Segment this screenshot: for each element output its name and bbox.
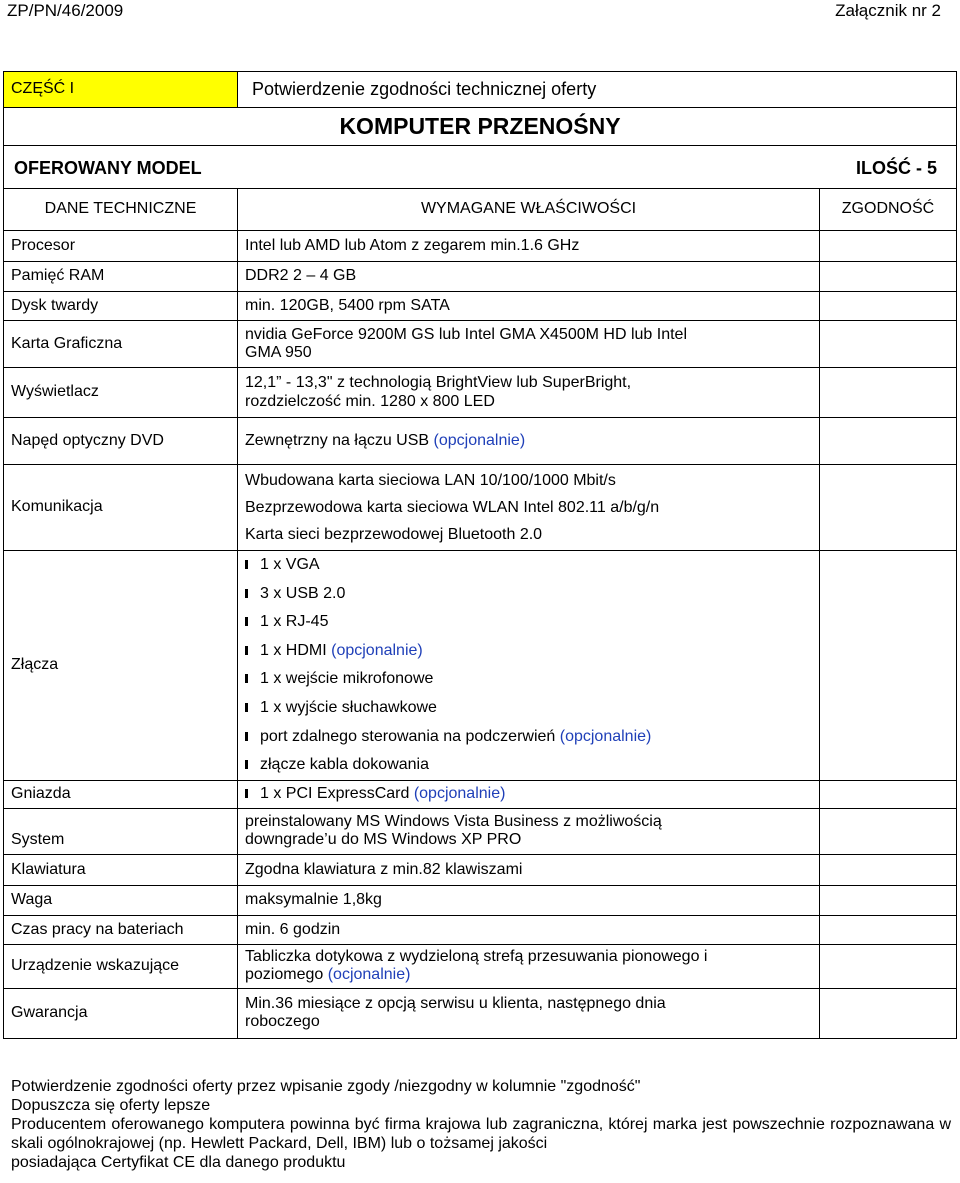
value-komunikacja-line3: Karta sieci bezprzewodowej Bluetooth 2.0 <box>245 526 543 543</box>
label-naped: Napęd optyczny DVD <box>4 418 238 465</box>
bullet-icon <box>245 703 248 712</box>
row-klawiatura <box>4 854 957 885</box>
row-procesor <box>4 231 957 262</box>
row-wyswietlacz <box>4 368 957 418</box>
compliance-komunikacja[interactable] <box>820 465 957 551</box>
value-naped <box>238 418 820 465</box>
offered-model-label: OFEROWANY MODEL <box>14 158 202 178</box>
value-dysk: min. 120GB, 5400 rpm SATA <box>238 292 820 321</box>
row-komunikacja <box>4 465 957 551</box>
value-gniazda: 1 x PCI ExpressCard (opcjonalnie) <box>238 780 820 808</box>
value-system-line1: preinstalowany MS Windows Vista Business z możliwością <box>245 812 662 830</box>
column-header-row <box>4 189 957 231</box>
value-gwarancja-line1: Min.36 miesiące z opcją serwisu u klienta, następnego dnia <box>245 994 666 1012</box>
optional-note: (opcjonalnie) <box>413 785 506 803</box>
label-zlacza: Złącza <box>4 551 238 781</box>
compliance-gwarancja[interactable] <box>820 988 957 1038</box>
row-bateria <box>4 915 957 944</box>
value-system <box>238 808 820 854</box>
connector-item: 1 x wejście mikrofonowe <box>245 665 819 694</box>
part-label-cell <box>4 72 238 108</box>
label-procesor: Procesor <box>4 231 238 262</box>
value-gwarancja <box>238 988 820 1038</box>
compliance-ram[interactable] <box>820 262 957 292</box>
connector-item: 1 x VGA <box>245 551 819 580</box>
col-header-compliance: ZGODNOŚĆ <box>820 189 957 231</box>
value-ram: DDR2 2 – 4 GB <box>238 262 820 292</box>
connector-item: 1 x RJ-45 <box>245 608 819 637</box>
product-title: KOMPUTER PRZENOŚNY <box>4 108 957 146</box>
row-ram <box>4 262 957 292</box>
connector-item: 3 x USB 2.0 <box>245 580 819 609</box>
value-waga: maksymalnie 1,8kg <box>238 885 820 915</box>
value-klawiatura: Zgodna klawiatura z min.82 klawiszami <box>238 854 820 885</box>
value-naped-text: Zewnętrzny na łączu USB <box>245 431 434 449</box>
label-system: System <box>4 808 238 854</box>
value-karta <box>238 321 820 368</box>
compliance-naped[interactable] <box>820 418 957 465</box>
bullet-icon <box>245 617 248 626</box>
compliance-karta[interactable] <box>820 321 957 368</box>
row-karta <box>4 321 957 368</box>
value-gwarancja-line2: roboczego <box>245 1013 320 1031</box>
model-row <box>4 146 957 189</box>
label-karta: Karta Graficzna <box>4 321 238 368</box>
connector-item: 1 x HDMI (opcjonalnie) <box>245 637 819 666</box>
compliance-procesor[interactable] <box>820 231 957 262</box>
connector-item: złącze kabla dokowania <box>245 751 819 780</box>
value-zlacza <box>238 551 820 781</box>
attachment-number: Załącznik nr 2 <box>835 1 941 20</box>
footer-better-offers-note: Dopuszcza się oferty lepsze <box>11 1097 211 1114</box>
product-title-row <box>4 108 957 146</box>
row-zlacza <box>4 551 957 781</box>
value-karta-line1: nvidia GeForce 9200M GS lub Intel GMA X4500M HD lub Intel <box>245 325 687 343</box>
optional-note: (opcjonalnie) <box>433 431 526 449</box>
compliance-zlacza[interactable] <box>820 551 957 781</box>
optional-note: (opcjonalnie) <box>331 641 423 659</box>
model-cell <box>4 146 957 189</box>
footer-producer-paragraph: Producentem oferowanego komputera powinna być firma krajowa lub zagraniczna, której marka jest powszechnie rozpoznawana w skali ogólnokrajowej (np. Hewlett Packard, Dell, IBM) lub o tożsamej jakości <box>11 1116 951 1152</box>
bullet-icon <box>245 589 248 598</box>
compliance-klawiatura[interactable] <box>820 854 957 885</box>
label-ram: Pamięć RAM <box>4 262 238 292</box>
label-gniazda: Gniazda <box>4 780 238 808</box>
label-waga: Waga <box>4 885 238 915</box>
row-dysk <box>4 292 957 321</box>
label-klawiatura: Klawiatura <box>4 854 238 885</box>
bullet-icon <box>245 674 248 683</box>
compliance-bateria[interactable] <box>820 915 957 944</box>
label-wskazujace: Urządzenie wskazujące <box>4 944 238 988</box>
spec-table <box>3 71 957 1039</box>
compliance-system[interactable] <box>820 808 957 854</box>
compliance-waga[interactable] <box>820 885 957 915</box>
label-dysk: Dysk twardy <box>4 292 238 321</box>
compliance-dysk[interactable] <box>820 292 957 321</box>
label-komunikacja: Komunikacja <box>4 465 238 551</box>
value-wskazujace <box>238 944 820 988</box>
value-komunikacja <box>238 465 820 551</box>
value-karta-line2: GMA 950 <box>245 344 312 361</box>
quantity-label: ILOŚĆ - 5 <box>856 158 938 178</box>
row-gniazda <box>4 780 957 808</box>
bullet-icon <box>245 760 248 769</box>
label-gwarancja: Gwarancja <box>4 988 238 1038</box>
row-system <box>4 808 957 854</box>
row-gwarancja <box>4 988 957 1038</box>
col-header-req: WYMAGANE WŁAŚCIWOŚCI <box>238 189 820 231</box>
value-komunikacja-line2: Bezprzewodowa karta sieciowa WLAN Intel 802.11 a/b/g/n <box>245 499 660 516</box>
document-reference: ZP/PN/46/2009 <box>7 1 124 20</box>
label-wyswietlacz: Wyświetlacz <box>4 368 238 418</box>
optional-note: (ocjonalnie) <box>327 966 411 984</box>
footer-confirmation-note: Potwierdzenie zgodności oferty przez wpisanie zgody /niezgodny w kolumnie "zgodność" <box>11 1078 641 1095</box>
value-komunikacja-line1: Wbudowana karta sieciowa LAN 10/100/1000 Mbit/s <box>245 472 616 489</box>
part-title-cell <box>238 72 957 108</box>
value-wskazujace-line1: Tabliczka dotykowa z wydzieloną strefą przesuwania pionowego i <box>245 947 708 965</box>
label-bateria: Czas pracy na bateriach <box>4 915 238 944</box>
value-system-line2: downgrade’u do MS Windows XP PRO <box>245 831 522 849</box>
row-naped <box>4 418 957 465</box>
part-title: Potwierdzenie zgodności technicznej oferty <box>252 79 597 100</box>
optional-note: (opcjonalnie) <box>559 727 652 745</box>
value-procesor: Intel lub AMD lub Atom z zegarem min.1.6 GHz <box>238 231 820 262</box>
bullet-icon <box>245 732 248 741</box>
value-bateria: min. 6 godzin <box>238 915 820 944</box>
footer-certificate-note: posiadająca Certyfikat CE dla danego produktu <box>11 1154 346 1171</box>
compliance-gniazda[interactable] <box>820 780 957 808</box>
bullet-icon <box>245 560 248 569</box>
part-label: CZĘŚĆ I <box>11 80 75 98</box>
col-header-tech: DANE TECHNICZNE <box>4 189 238 231</box>
bullet-icon <box>245 646 248 655</box>
compliance-wyswietlacz[interactable] <box>820 368 957 418</box>
connector-item: 1 x wyjście słuchawkowe <box>245 694 819 723</box>
part-row <box>4 72 957 108</box>
bullet-icon <box>245 789 248 798</box>
row-wskazujace <box>4 944 957 988</box>
connector-item: port zdalnego sterowania na podczerwień (opcjonalnie) <box>245 723 819 752</box>
compliance-wskazujace[interactable] <box>820 944 957 988</box>
value-wyswietlacz <box>238 368 820 418</box>
row-waga <box>4 885 957 915</box>
value-wyswietlacz-line1: 12,1” - 13,3" z technologią BrightView lub SuperBright, <box>245 374 632 392</box>
footer-notes <box>11 1077 951 1172</box>
value-wyswietlacz-line2: rozdzielczość min. 1280 x 800 LED <box>245 392 495 410</box>
value-wskazujace-line2: poziomego (ocjonalnie) <box>245 966 411 984</box>
